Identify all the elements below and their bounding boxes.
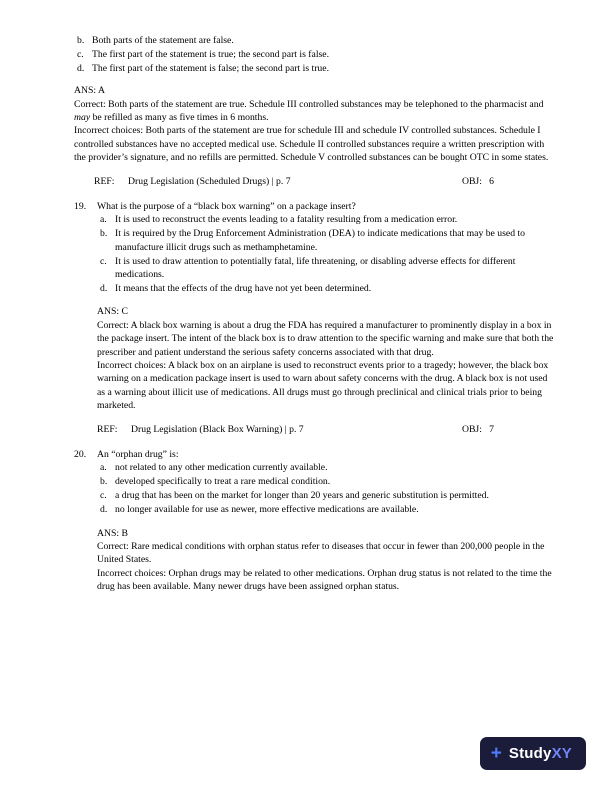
incorrect-rationale: Incorrect choices: Both parts of the statement are true for schedule III and schedule IV controlled substances. Schedule I controlled substances have no accepted medical use. Schedule II controlled substances require a written prescription with the provider’s signature, and no refills are permitted. Schedule V controlled substances can be bought OTC in some states. (74, 125, 549, 164)
answer-label: ANS: A (74, 85, 105, 97)
list-item (74, 62, 556, 75)
incorrect-rationale: Incorrect choices: Orphan drugs may be related to other medications. Orphan drug status is not related to the time the drug has been available. Many newer drugs have been assigned orphan status. (97, 567, 552, 593)
brand-accent: XY (551, 745, 572, 762)
choice-text: Both parts of the statement are false. (92, 35, 234, 46)
list-item (97, 503, 556, 516)
question-body (97, 200, 556, 436)
ref-text: Drug Legislation (Black Box Warning) | p. 7 (131, 423, 304, 435)
choice-text: no longer available for use as newer, more effective medications are available. (115, 504, 419, 516)
question-number: 20. (74, 449, 87, 461)
choice-text: developed specifically to treat a rare medical condition. (115, 476, 331, 488)
choice-text: It is required by the Drug Enforcement Administration (DEA) to indicate medications that may be used to manufacture illicit drugs such as methamphetamine. (115, 228, 525, 253)
choice-letter: d. (77, 62, 85, 74)
choice-letter: c. (77, 48, 84, 60)
question-number: 19. (74, 201, 87, 213)
choice-letter: b. (100, 228, 108, 240)
ref-text: Drug Legislation (Scheduled Drugs) | p. 7 (128, 175, 291, 187)
choice-text: a drug that has been on the market for longer than 20 years and generic substitution is permitted. (115, 490, 489, 502)
list-item (97, 282, 556, 295)
choice-letter: a. (100, 214, 107, 226)
obj-text: OBJ: 7 (461, 423, 494, 435)
brand-main: Study (508, 745, 552, 762)
correct-rationale: Correct: Both parts of the statement are true. Schedule III controlled substances may be telephoned to the pharmacist and may be refilled as many as five times in 6 months. (74, 98, 544, 124)
choice-text: The first part of the statement is true; the second part is false. (92, 48, 329, 60)
question-body (97, 448, 556, 594)
choice-list (97, 213, 556, 295)
reference-line (74, 175, 556, 188)
choice-letter: b. (100, 476, 108, 488)
reference-line (97, 423, 556, 436)
answer-label: ANS: C (97, 306, 128, 318)
list-item (97, 213, 556, 226)
list-item (97, 475, 556, 488)
list-item (74, 48, 556, 61)
correct-rationale: Correct: A black box warning is about a drug the FDA has required a manufacturer to prominently display in a box in the package insert. The intent of the black box is to draw attention to the specific warning and make sure that both the prescriber and patient understand the serious safety concerns associated with that drug. (97, 319, 554, 358)
list-item (97, 461, 556, 474)
list-item (74, 34, 556, 47)
watermark-brand (509, 745, 572, 762)
plus-icon: + (490, 743, 502, 764)
incorrect-rationale: Incorrect choices: A black box on an airplane is used to reconstruct events prior to a tragedy; however, the black box warning on a medication package insert is used to warn about safety concerns with the drug. A black box is not used as a warning about illicit use of medications. All drugs must go through preclinical and clinical trials prior to being marketed. (97, 360, 549, 412)
ref-label: REF: (94, 175, 115, 187)
answer-block (74, 84, 556, 164)
choice-text: It means that the effects of the drug have not yet been determined. (115, 283, 372, 294)
obj-text: OBJ: 6 (461, 175, 494, 187)
list-item (97, 255, 556, 282)
question-text: An “orphan drug” is: (97, 449, 179, 461)
list-item (97, 489, 556, 502)
question-19 (74, 200, 556, 436)
correct-rationale: Correct: Rare medical conditions with orphan status refer to diseases that occur in fewer than 200,000 people in the United States. (97, 541, 545, 566)
choice-letter: d. (100, 283, 108, 294)
choice-text: It is used to draw attention to potentially fatal, life threatening, or disabling adverse effects for different medications. (115, 255, 516, 281)
choice-letter: c. (100, 255, 107, 267)
choice-letter: a. (100, 462, 107, 474)
answer-block (97, 527, 556, 594)
choice-letter: b. (77, 35, 85, 46)
choice-text: It is used to reconstruct the events leading to a fatality resulting from a medication error. (115, 214, 458, 226)
choice-letter: d. (100, 504, 108, 516)
ref-label: REF: (97, 423, 118, 435)
choice-letter: c. (100, 490, 107, 502)
question-text: What is the purpose of a “black box warning” on a package insert? (97, 201, 356, 213)
list-item (97, 227, 556, 254)
choice-text: The first part of the statement is false; the second part is true. (92, 62, 329, 74)
continued-choice-list (74, 34, 556, 75)
choice-list (97, 461, 556, 516)
answer-block (97, 305, 556, 412)
choice-text: not related to any other medication currently available. (115, 462, 328, 474)
answer-label: ANS: B (97, 527, 128, 539)
question-20 (74, 448, 556, 594)
studyxy-watermark (480, 737, 586, 770)
document-body (74, 34, 556, 594)
